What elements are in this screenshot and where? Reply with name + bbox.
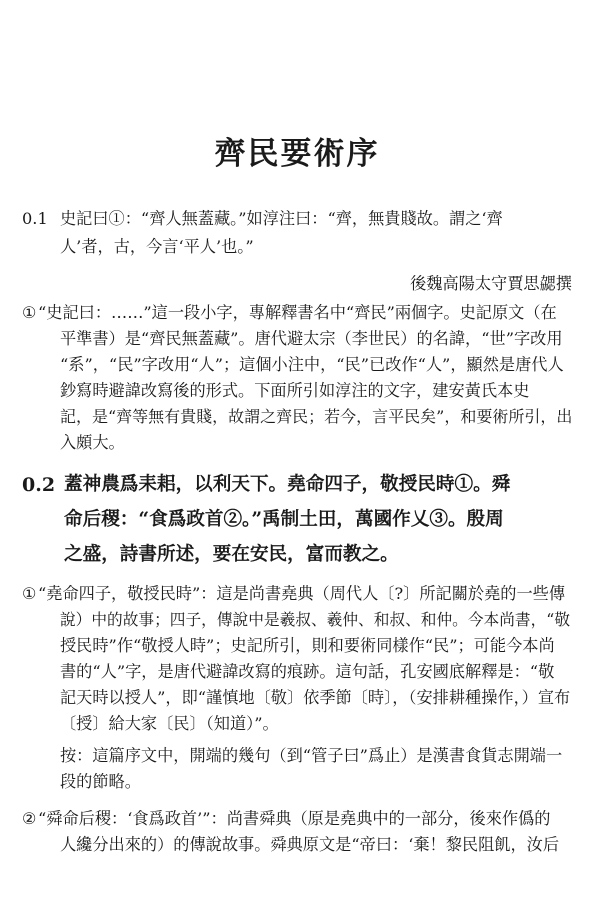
note-line: “史記曰：……”這一段小字，專解釋書名中“齊民”兩個字。史記原文（在 (38, 303, 557, 322)
author-attribution: 後魏高陽太守賈思勰撰 (410, 274, 572, 293)
text-line: 命后稷：“食爲政首②。”禹制土田，萬國作乂③。殷周 (64, 509, 504, 530)
page-title: 齊民要術序 (214, 136, 380, 172)
section-number: 0.2 (22, 474, 56, 496)
note-line: 鈔寫時避諱改寫後的形式。下面所引如淳注的文字，建安黃氏本史 (60, 381, 530, 400)
text-line: 史記曰①：“齊人無蓋藏。”如淳注曰：“齊，無貴賤故。謂之‘齊 (60, 209, 503, 228)
note-line: 記天時以授人”，即“謹慎地〔敬〕依季節〔時〕，（安排耕種操作，）宣布 (60, 688, 571, 707)
note-marker: ① (22, 303, 37, 322)
note-line: 〔授〕給大家〔民〕（知道）”。 (60, 714, 279, 733)
text-line: 蓋神農爲耒耜，以利天下。堯命四子，敬授民時①。舜 (64, 474, 511, 495)
note-line: “堯命四子，敬授民時”：這是尚書堯典（周代人〔?〕所記關於堯的一些傳 (38, 584, 566, 603)
note-line: 按：這篇序文中，開端的幾句（到“管子曰”爲止）是漢書食貨志開端一 (60, 746, 563, 765)
note-marker: ① (22, 584, 37, 603)
note-marker: ② (22, 809, 37, 828)
note-line: 記，是“齊等無有貴賤，故謂之齊民；若今，言平民矣”，和要術所引，出 (60, 407, 573, 426)
note-line: 書的“人”字，是唐代避諱改寫的痕跡。這句話，孔安國底解釋是：“敬 (60, 662, 555, 681)
text-line: 之盛，詩書所述，要在安民，富而教之。 (64, 544, 399, 565)
note-line: 人纔分出來的）的傳說故事。舜典原文是“帝曰：‘棄！黎民阻飢，汝后 (60, 835, 560, 854)
note-line: 說）中的故事；四子，傳說中是羲叔、羲仲、和叔、和仲。今本尚書，“敬 (60, 610, 571, 629)
note-line: 入頗大。 (60, 433, 125, 452)
note-line: 段的節略。 (60, 772, 141, 791)
text-line: 人’者，古，今言‘平人’也。” (60, 237, 254, 256)
note-line: 平準書）是“齊民無蓋藏”。唐代避太宗（李世民）的名諱，“世”字改用 (60, 329, 563, 348)
note-line: 授民時”作“敬授人時”；史記所引，則和要術同樣作“民”；可能今本尚 (60, 636, 555, 655)
section-number: 0.1 (22, 209, 48, 228)
note-line: “系”，“民”字改用“人”；這個小注中，“民”已改作“人”，顯然是唐代人 (60, 355, 564, 374)
note-line: “舜命后稷：‘食爲政首’”：尚書舜典（原是堯典中的一部分，後來作僞的 (38, 809, 551, 828)
